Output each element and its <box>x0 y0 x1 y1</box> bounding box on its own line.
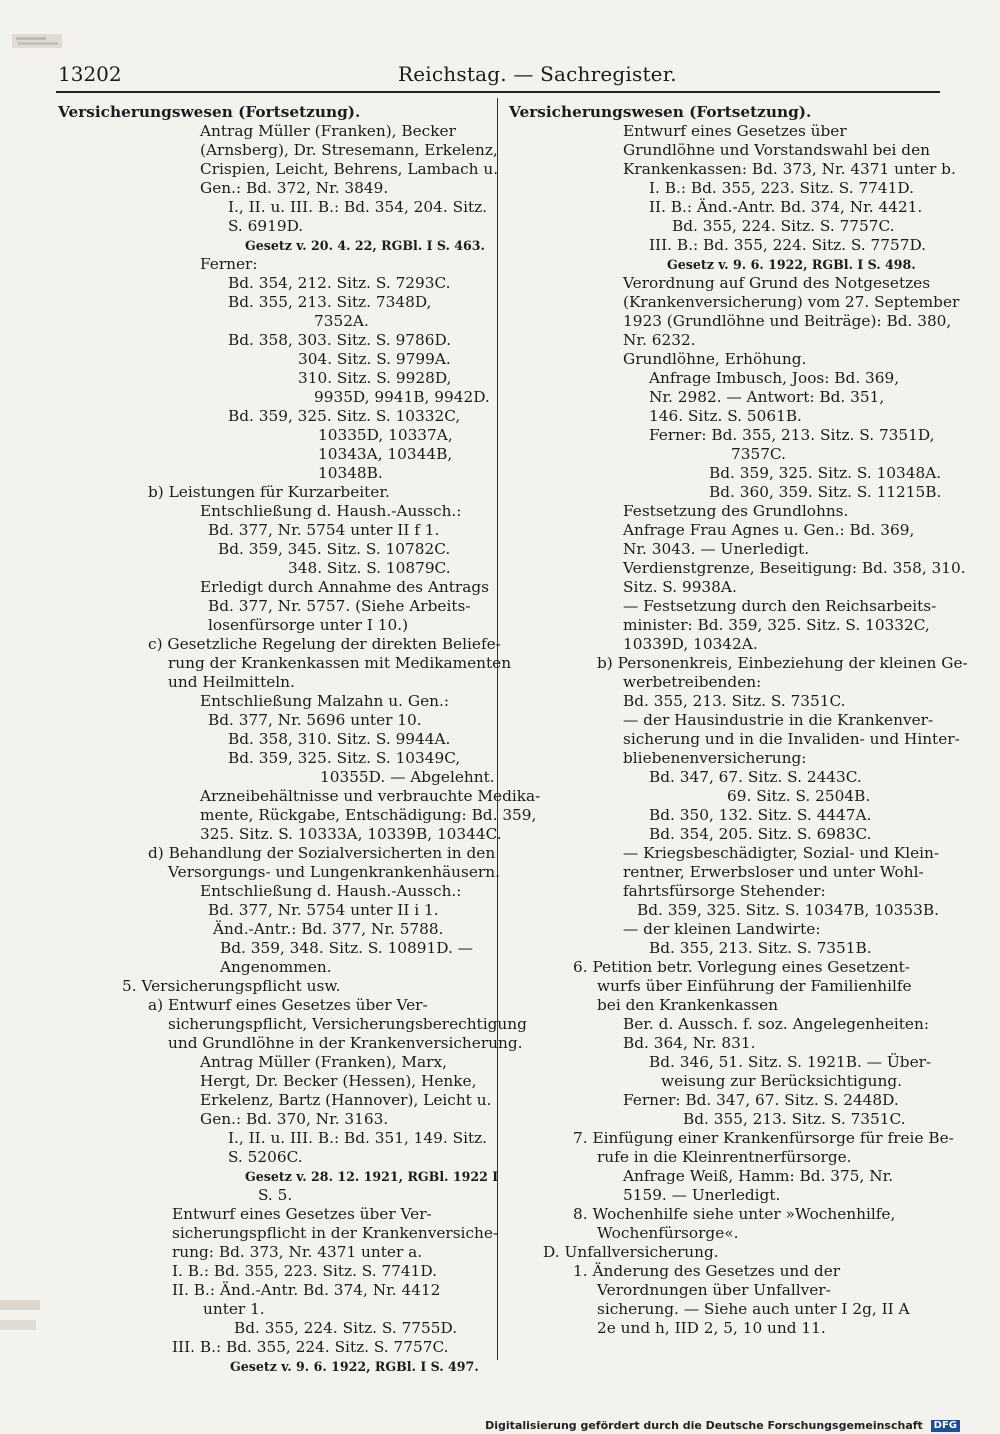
index-line: Gen.: Bd. 372, Nr. 3849. <box>200 179 389 197</box>
section-heading: Versicherungswesen (Fortsetzung). <box>509 103 812 121</box>
index-line: 7. Einfügung einer Krankenfürsorge für freie Be- <box>573 1129 954 1147</box>
index-line: Angenommen. <box>220 958 332 976</box>
index-line: S. 5. <box>258 1186 293 1204</box>
index-line: 348. Sitz. S. 10879C. <box>288 559 451 577</box>
index-line: Bd. 359, 325. Sitz. S. 10332C, <box>228 407 461 425</box>
index-line: Bd. 355, 224. Sitz. S. 7755D. <box>234 1319 458 1337</box>
index-line: Anfrage Frau Agnes u. Gen.: Bd. 369, <box>623 521 915 539</box>
index-line: Erkelenz, Bartz (Hannover), Leicht u. <box>200 1091 492 1109</box>
index-line: Bd. 359, 348. Sitz. S. 10891D. — <box>220 939 473 957</box>
index-line: rentner, Erwerbsloser und unter Wohl- <box>623 863 924 881</box>
index-line: Bd. 359, 325. Sitz. S. 10347B, 10353B. <box>637 901 939 919</box>
index-line: Bd. 346, 51. Sitz. S. 1921B. — Über- <box>649 1053 932 1071</box>
index-line: Bd. 354, 205. Sitz. S. 6983C. <box>649 825 872 843</box>
index-line: Arzneibehältnisse und verbrauchte Medika- <box>200 787 541 805</box>
index-line: Wochenfürsorge«. <box>597 1224 739 1242</box>
index-line: sicherung und in die Invaliden- und Hinter- <box>623 730 960 748</box>
index-line: — Kriegsbeschädigter, Sozial- und Klein- <box>623 844 940 862</box>
index-line: und Heilmitteln. <box>168 673 295 691</box>
index-line: — der kleinen Landwirte: <box>623 920 821 938</box>
index-line: (Krankenversicherung) vom 27. September <box>623 293 960 311</box>
index-line: 69. Sitz. S. 2504B. <box>727 787 871 805</box>
index-line: a) Entwurf eines Gesetzes über Ver- <box>148 996 428 1014</box>
index-line: I., II. u. III. B.: Bd. 351, 149. Sitz. <box>228 1129 488 1147</box>
left-column <box>58 103 541 1376</box>
index-line: Bd. 355, 213. Sitz. 7348D, <box>228 293 432 311</box>
index-line: Bd. 355, 213. Sitz. S. 7351B. <box>649 939 872 957</box>
index-line: Bd. 359, 345. Sitz. S. 10782C. <box>218 540 451 558</box>
index-line: 5. Versicherungspflicht usw. <box>122 977 341 995</box>
index-line: Hergt, Dr. Becker (Hessen), Henke, <box>200 1072 477 1090</box>
index-line: Gesetz v. 28. 12. 1921, RGBl. 1922 I <box>245 1169 499 1184</box>
index-line: D. Unfallversicherung. <box>543 1243 719 1261</box>
index-line: und Grundlöhne in der Krankenversicherung. <box>168 1034 523 1052</box>
index-line: rung: Bd. 373, Nr. 4371 unter a. <box>172 1243 423 1261</box>
index-line: 10343A, 10344B, <box>318 445 453 463</box>
index-line: Bd. 359, 325. Sitz. S. 10348A. <box>709 464 942 482</box>
index-line: Anfrage Imbusch, Joos: Bd. 369, <box>649 369 900 387</box>
index-line: Entwurf eines Gesetzes über <box>623 122 847 140</box>
index-line: rufe in die Kleinrentnerfürsorge. <box>597 1148 852 1166</box>
index-line: I. B.: Bd. 355, 223. Sitz. S. 7741D. <box>649 179 914 197</box>
index-line: d) Behandlung der Sozialversicherten in den <box>148 844 496 862</box>
index-line: sicherung. — Siehe auch unter I 2g, II A <box>597 1300 910 1318</box>
index-line: Bd. 364, Nr. 831. <box>623 1034 756 1052</box>
index-line: Bd. 377, Nr. 5754 unter II f 1. <box>208 521 440 539</box>
index-line: 325. Sitz. S. 10333A, 10339B, 10344C. <box>200 825 502 843</box>
index-line: Bd. 377, Nr. 5754 unter II i 1. <box>208 901 439 919</box>
index-line: Crispien, Leicht, Behrens, Lambach u. <box>200 160 499 178</box>
index-line: c) Gesetzliche Regelung der direkten Beliefe- <box>148 635 501 653</box>
index-line: S. 5206C. <box>228 1148 303 1166</box>
page-number: 13202 <box>58 62 122 86</box>
margin-bleed-mark <box>0 1296 46 1314</box>
index-line: Gesetz v. 9. 6. 1922, RGBl. I S. 498. <box>667 257 916 272</box>
index-line: I., II. u. III. B.: Bd. 354, 204. Sitz. <box>228 198 488 216</box>
index-line: Antrag Müller (Franken), Marx, <box>200 1053 447 1071</box>
index-line: Entschließung d. Haush.-Aussch.: <box>200 882 462 900</box>
index-line: 304. Sitz. S. 9799A. <box>298 350 451 368</box>
index-line: 7352A. <box>314 312 369 330</box>
index-line: Bd. 355, 213. Sitz. S. 7351C. <box>683 1110 906 1128</box>
index-line: sicherungspflicht in der Krankenversiche- <box>172 1224 499 1242</box>
index-line: Bd. 359, 325. Sitz. S. 10349C, <box>228 749 461 767</box>
margin-bleed-mark <box>0 1316 46 1334</box>
index-line: — der Hausindustrie in die Krankenver- <box>623 711 934 729</box>
index-line: Bd. 377, Nr. 5757. (Siehe Arbeits- <box>208 597 471 615</box>
dfg-logo: DFG <box>931 1420 960 1432</box>
index-line: weisung zur Berücksichtigung. <box>661 1072 902 1090</box>
index-line: Ferner: Bd. 355, 213. Sitz. S. 7351D, <box>649 426 935 444</box>
index-line: Verordnung auf Grund des Notgesetzes <box>623 274 931 292</box>
index-line: Verordnungen über Unfallver- <box>597 1281 831 1299</box>
index-line: b) Personenkreis, Einbeziehung der kleinen Ge- <box>597 654 968 672</box>
index-line: II. B.: Änd.-Antr. Bd. 374, Nr. 4412 <box>172 1281 441 1299</box>
index-line: Entschließung d. Haush.-Aussch.: <box>200 502 462 520</box>
index-line: Grundlöhne, Erhöhung. <box>623 350 807 368</box>
index-line: Ferner: Bd. 347, 67. Sitz. S. 2448D. <box>623 1091 899 1109</box>
index-line: werbetreibenden: <box>623 673 762 691</box>
index-line: Bd. 354, 212. Sitz. S. 7293C. <box>228 274 451 292</box>
index-line: Bd. 347, 67. Sitz. S. 2443C. <box>649 768 862 786</box>
index-line: — Festsetzung durch den Reichsarbeits- <box>623 597 937 615</box>
index-line: Bd. 360, 359. Sitz. S. 11215B. <box>709 483 942 501</box>
index-line: Krankenkassen: Bd. 373, Nr. 4371 unter b. <box>623 160 956 178</box>
index-line: Ber. d. Aussch. f. soz. Angelegenheiten: <box>623 1015 929 1033</box>
header-rule <box>56 91 940 93</box>
index-line: Gesetz v. 9. 6. 1922, RGBl. I S. 497. <box>230 1359 479 1374</box>
index-line: I. B.: Bd. 355, 223. Sitz. S. 7741D. <box>172 1262 437 1280</box>
index-line: fahrtsfürsorge Stehender: <box>623 882 826 900</box>
index-line: 146. Sitz. S. 5061B. <box>649 407 802 425</box>
index-line: Nr. 6232. <box>623 331 696 349</box>
index-line: wurfs über Einführung der Familienhilfe <box>597 977 912 995</box>
right-column <box>509 103 968 1338</box>
index-line: losenfürsorge unter I 10.) <box>208 616 409 634</box>
index-line: Grundlöhne und Vorstandswahl bei den <box>623 141 930 159</box>
index-line: Bd. 377, Nr. 5696 unter 10. <box>208 711 422 729</box>
page-header <box>0 58 1000 92</box>
index-line: rung der Krankenkassen mit Medikamenten <box>168 654 512 672</box>
digitization-credit: Digitalisierung gefördert durch die Deutsche Forschungsgemeinschaft <box>485 1419 923 1432</box>
index-line: mente, Rückgabe, Entschädigung: Bd. 359, <box>200 806 537 824</box>
index-line: 10339D, 10342A. <box>623 635 758 653</box>
index-line: Bd. 358, 303. Sitz. S. 9786D. <box>228 331 452 349</box>
index-line: Nr. 2982. — Antwort: Bd. 351, <box>649 388 885 406</box>
index-line: sicherungspflicht, Versicherungsberechtigung <box>168 1015 527 1033</box>
index-line: Erledigt durch Annahme des Antrags <box>200 578 489 596</box>
library-stamp-mark <box>10 30 66 52</box>
index-line: b) Leistungen für Kurzarbeiter. <box>148 483 390 501</box>
index-line: II. B.: Änd.-Antr. Bd. 374, Nr. 4421. <box>649 198 923 216</box>
index-line: Bd. 350, 132. Sitz. S. 4447A. <box>649 806 872 824</box>
index-line: bliebenenversicherung: <box>623 749 807 767</box>
index-line: 7357C. <box>731 445 786 463</box>
index-line: Festsetzung des Grundlohns. <box>623 502 849 520</box>
index-line: 10348B. <box>318 464 383 482</box>
index-line: 9935D, 9941B, 9942D. <box>314 388 490 406</box>
index-line: 6. Petition betr. Vorlegung eines Gesetzent- <box>573 958 910 976</box>
index-line: 8. Wochenhilfe siehe unter »Wochenhilfe, <box>573 1205 896 1223</box>
index-line: 5159. — Unerledigt. <box>623 1186 781 1204</box>
index-line: Bd. 355, 224. Sitz. S. 7757C. <box>672 217 895 235</box>
index-line: (Arnsberg), Dr. Stresemann, Erkelenz, <box>200 141 498 159</box>
index-line: Versorgungs- und Lungenkrankenhäusern. <box>168 863 500 881</box>
section-heading: Versicherungswesen (Fortsetzung). <box>58 103 361 121</box>
index-line: 10355D. — Abgelehnt. <box>320 768 495 786</box>
index-line: Änd.-Antr.: Bd. 377, Nr. 5788. <box>213 920 444 938</box>
index-line: 1. Änderung des Gesetzes und der <box>573 1262 841 1280</box>
index-line: Antrag Müller (Franken), Becker <box>200 122 456 140</box>
index-line: Anfrage Weiß, Hamm: Bd. 375, Nr. <box>623 1167 894 1185</box>
running-title: Reichstag. — Sachregister. <box>398 62 677 86</box>
index-line: 310. Sitz. S. 9928D, <box>298 369 452 387</box>
index-line: bei den Krankenkassen <box>597 996 779 1014</box>
index-line: Bd. 355, 213. Sitz. S. 7351C. <box>623 692 846 710</box>
index-line: Verdienstgrenze, Beseitigung: Bd. 358, 310. <box>623 559 966 577</box>
index-line: Bd. 358, 310. Sitz. S. 9944A. <box>228 730 451 748</box>
index-line: 10335D, 10337A, <box>318 426 453 444</box>
index-line: III. B.: Bd. 355, 224. Sitz. S. 7757C. <box>172 1338 449 1356</box>
index-line: III. B.: Bd. 355, 224. Sitz. S. 7757D. <box>649 236 927 254</box>
index-line: 1923 (Grundlöhne und Beiträge): Bd. 380, <box>623 312 952 330</box>
index-line: Entwurf eines Gesetzes über Ver- <box>172 1205 432 1223</box>
index-line: Entschließung Malzahn u. Gen.: <box>200 692 449 710</box>
index-line: Gen.: Bd. 370, Nr. 3163. <box>200 1110 389 1128</box>
index-line: minister: Bd. 359, 325. Sitz. S. 10332C, <box>623 616 930 634</box>
footer <box>485 1419 960 1432</box>
index-line: Ferner: <box>200 255 258 273</box>
index-line: S. 6919D. <box>228 217 304 235</box>
index-line: unter 1. <box>203 1300 265 1318</box>
index-line: Nr. 3043. — Unerledigt. <box>623 540 810 558</box>
index-line: 2e und h, IID 2, 5, 10 und 11. <box>597 1319 826 1337</box>
index-line: Gesetz v. 20. 4. 22, RGBl. I S. 463. <box>245 238 485 253</box>
index-line: Sitz. S. 9938A. <box>623 578 737 596</box>
